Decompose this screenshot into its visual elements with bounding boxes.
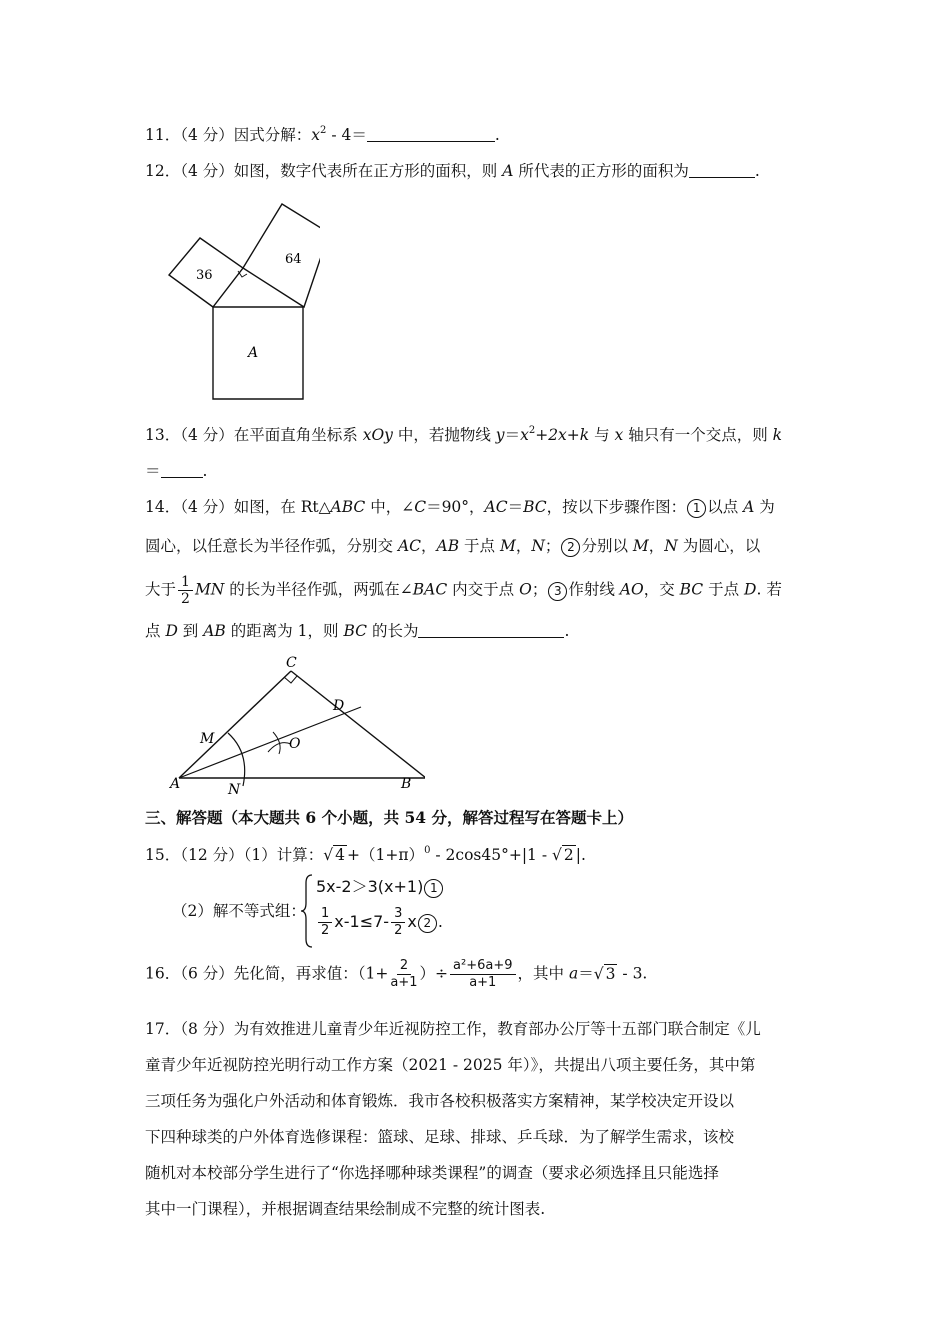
q14-text: 如图，在 Rt△ bbox=[233, 498, 331, 516]
q14-text: BC bbox=[343, 622, 368, 640]
question-13 bbox=[145, 424, 810, 446]
mark-1: 1 bbox=[424, 879, 443, 898]
fraction-2-over-a1 bbox=[390, 958, 417, 991]
radicand: 2 bbox=[563, 846, 574, 864]
q11-text: 因式分解： bbox=[233, 126, 312, 144]
q14-text: 于点 bbox=[703, 580, 745, 599]
q14-text: 为 bbox=[754, 498, 775, 516]
fraction-num: 3 bbox=[391, 906, 405, 923]
q15-text: - 2cos45°+|1 - bbox=[430, 846, 552, 864]
step-3-marker: 3 bbox=[548, 582, 567, 601]
q11-end: . bbox=[494, 126, 500, 144]
q14-text: AC bbox=[484, 498, 508, 516]
q14-text: O bbox=[519, 580, 532, 599]
q14-text: 到 bbox=[177, 622, 204, 640]
q13-axis: x bbox=[614, 426, 624, 444]
q15-text: +（1+π） bbox=[347, 846, 425, 864]
arc-o1 bbox=[273, 732, 280, 754]
side-bc bbox=[291, 671, 425, 778]
question-14-line2 bbox=[145, 535, 810, 557]
q14-text: ，按以下步骤作图： bbox=[546, 498, 687, 516]
label-36: 36 bbox=[196, 268, 213, 283]
q14-text: D bbox=[165, 622, 178, 640]
fraction-den: a+1 bbox=[469, 975, 497, 990]
q13-coord: xOy bbox=[362, 426, 393, 444]
q14-text: 作射线 bbox=[568, 580, 620, 599]
ineq-text: x-1≤7- bbox=[334, 912, 390, 931]
question-16 bbox=[145, 958, 810, 991]
q14-answer-blank bbox=[418, 621, 564, 638]
step-2-marker: 2 bbox=[561, 538, 580, 557]
q15-end: . bbox=[437, 912, 443, 931]
label-a: A bbox=[170, 776, 181, 792]
q12-score: （4 分） bbox=[180, 162, 234, 180]
label-b: B bbox=[401, 776, 412, 792]
q14-text: 内交于点 bbox=[447, 580, 520, 599]
q14-text: 以点 bbox=[707, 498, 744, 516]
q14-triangle-figure bbox=[165, 650, 425, 800]
fraction-num: 1 bbox=[318, 906, 332, 923]
q14-text: 圆心，以任意长为半径作弧，分别交 bbox=[145, 537, 398, 555]
q14-text: ABC bbox=[330, 498, 366, 516]
left-brace bbox=[300, 873, 314, 949]
q15-text: （1）计算： bbox=[243, 846, 324, 864]
q12-text1: 如图，数字代表所在正方形的面积，则 bbox=[233, 162, 503, 180]
q14-text: D bbox=[744, 580, 757, 599]
q14-text: ； bbox=[531, 580, 548, 599]
section-3-heading: 三、解答题（本大题共 6 个小题，共 54 分，解答过程写在答题卡上） bbox=[145, 808, 633, 827]
q14-text: 的长为 bbox=[367, 622, 419, 640]
sqrt-3: √ 3 bbox=[593, 964, 616, 983]
exponent: 0 bbox=[424, 845, 431, 856]
q16-text: ，其中 bbox=[517, 964, 569, 983]
q14-text: . 若 bbox=[756, 580, 782, 599]
fraction-den: 2 bbox=[394, 923, 403, 938]
q14-text: C bbox=[414, 498, 427, 516]
q14-text: M bbox=[632, 537, 649, 555]
question-17-line4: 下四种球类的户外体育选修课程：篮球、足球、排球、乒乓球．为了解学生需求，该校 bbox=[145, 1128, 735, 1146]
q13-eq-exp: 2 bbox=[528, 425, 536, 436]
q16-text: ＝ bbox=[578, 964, 594, 983]
q17-score: （8 分） bbox=[180, 1020, 234, 1038]
label-m: M bbox=[200, 731, 215, 747]
q13-text2: 中，若抛物线 bbox=[392, 426, 496, 444]
fraction-den: 2 bbox=[181, 591, 190, 607]
inequality-2 bbox=[316, 906, 443, 939]
q15-number: 15． bbox=[145, 846, 181, 864]
label-o: O bbox=[289, 736, 301, 752]
question-17-line2: 童青少年近视防控光明行动工作方案（2021 - 2025 年）》，共提出八项主要任务，其中第 bbox=[145, 1056, 756, 1074]
q14-text: ， bbox=[515, 537, 532, 555]
q11-exp: 2 bbox=[320, 125, 327, 136]
question-17-line1 bbox=[145, 1018, 810, 1040]
mark-2: 2 bbox=[418, 914, 437, 933]
q14-text: N bbox=[531, 537, 545, 555]
right-angle-mark bbox=[284, 676, 297, 683]
q14-text: 于点 bbox=[459, 537, 500, 555]
q16-score: （6 分） bbox=[180, 964, 234, 983]
fraction-three-halves bbox=[391, 906, 405, 939]
q11-var: x bbox=[311, 126, 321, 144]
q14-number: 14． bbox=[145, 498, 181, 516]
q16-var: a bbox=[568, 964, 579, 983]
q14-text: AC bbox=[397, 537, 421, 555]
q13-eq-y: y bbox=[495, 426, 505, 444]
q14-text: 分别以 bbox=[581, 537, 633, 555]
q17-text: 为有效推进儿童青少年近视防控工作，教育部办公厅等十五部门联合制定《儿 bbox=[233, 1020, 761, 1038]
radicand: 3 bbox=[605, 964, 616, 983]
q12-squares-figure bbox=[160, 200, 320, 410]
q14-text: BC bbox=[679, 580, 704, 599]
radicand: 4 bbox=[335, 846, 346, 864]
fraction-num: a²+6a+9 bbox=[450, 958, 515, 975]
q13-end: . bbox=[202, 462, 208, 480]
q16-text: 先化简，再求值：（1+ bbox=[233, 964, 389, 983]
question-14-line3 bbox=[145, 574, 810, 607]
q17-number: 17． bbox=[145, 1020, 181, 1038]
fraction-quadratic bbox=[450, 958, 515, 991]
q14-text: ＝90°， bbox=[426, 498, 485, 516]
q14-text: BAC bbox=[412, 580, 448, 599]
label-n: N bbox=[228, 782, 241, 798]
side-ac bbox=[179, 671, 291, 778]
q11-number: 11． bbox=[145, 126, 181, 144]
q11-answer-blank bbox=[367, 125, 495, 142]
question-14-line1 bbox=[145, 496, 810, 518]
ineq-text: 5x-2＞3(x+1) bbox=[316, 877, 424, 896]
label-64: 64 bbox=[285, 252, 302, 267]
q13-line2: ＝ bbox=[145, 462, 161, 480]
q11-score: （4 分） bbox=[180, 126, 234, 144]
q13-answer-blank bbox=[161, 461, 203, 478]
q13-number: 13． bbox=[145, 426, 181, 444]
fraction-den: a+1 bbox=[390, 975, 418, 990]
q11-expr: - 4＝ bbox=[326, 126, 367, 144]
q14-score: （4 分） bbox=[180, 498, 234, 516]
label-c: C bbox=[286, 655, 297, 671]
ineq-text: x bbox=[407, 912, 417, 931]
q14-text: ， bbox=[421, 537, 437, 555]
q12-end: . bbox=[754, 162, 760, 180]
q14-text: 中，∠ bbox=[365, 498, 415, 516]
q13-text3: 与 bbox=[589, 426, 615, 444]
square-64 bbox=[243, 204, 320, 307]
q13-eq-x: x bbox=[520, 426, 529, 444]
q14-text: 大于 bbox=[145, 580, 177, 599]
q12-answer-blank bbox=[689, 161, 755, 178]
q15-score: （12 分） bbox=[180, 846, 244, 864]
fraction-num: 1 bbox=[178, 574, 193, 591]
q14-text: ， bbox=[648, 537, 665, 555]
label-d: D bbox=[333, 698, 345, 714]
q13-text4: 轴只有一个交点，则 bbox=[623, 426, 773, 444]
fraction-half bbox=[318, 906, 332, 939]
q14-text: MN bbox=[194, 580, 225, 599]
sqrt-4: √ 4 bbox=[323, 846, 346, 864]
question-15-part2 bbox=[172, 900, 837, 922]
q15-text: （2）解不等式组： bbox=[172, 902, 306, 920]
inequality-1 bbox=[316, 874, 444, 898]
q14-text: 的距离为 1，则 bbox=[225, 622, 344, 640]
sqrt-2: √ 2 bbox=[552, 846, 574, 864]
label-a: A bbox=[248, 345, 259, 361]
q13-eq-eq: ＝ bbox=[504, 426, 521, 444]
q14-text: N bbox=[664, 537, 678, 555]
q14-text: M bbox=[499, 537, 516, 555]
q16-number: 16． bbox=[145, 964, 181, 983]
q14-text: ，交 bbox=[643, 580, 680, 599]
q14-text: AB bbox=[203, 622, 226, 640]
q14-text: 点 bbox=[145, 622, 166, 640]
q14-text: 为圆心，以 bbox=[677, 537, 761, 555]
fraction-half bbox=[178, 574, 193, 607]
q14-text: A bbox=[743, 498, 755, 516]
q13-score: （4 分） bbox=[180, 426, 234, 444]
q14-text: ； bbox=[544, 537, 561, 555]
question-17-line6: 其中一门课程），并根据调查结果绘制成不完整的统计图表. bbox=[145, 1200, 546, 1218]
fraction-den: 2 bbox=[321, 923, 330, 938]
q14-text: 的长为半径作弧，两弧在∠ bbox=[224, 580, 413, 599]
q13-eq-rest: +2x+k bbox=[535, 426, 590, 444]
question-15-part1 bbox=[145, 844, 810, 866]
q12-var: A bbox=[502, 162, 514, 180]
q15-text: |. bbox=[575, 846, 586, 864]
q14-text: AO bbox=[619, 580, 644, 599]
question-13-line2 bbox=[145, 460, 810, 482]
step-1-marker: 1 bbox=[687, 499, 706, 518]
question-17-line3: 三项任务为强化户外活动和体育锻炼．我市各校积极落实方案精神，某学校决定开设以 bbox=[145, 1092, 735, 1110]
q14-text: AB bbox=[436, 537, 460, 555]
fraction-num: 2 bbox=[397, 958, 411, 975]
q14-end: . bbox=[564, 622, 570, 640]
q12-text2: 所代表的正方形的面积为 bbox=[513, 162, 689, 180]
q16-text: - 3. bbox=[617, 964, 648, 983]
question-17-line5: 随机对本校部分学生进行了“你选择哪种球类课程”的调查（要求必须选择且只能选择 bbox=[145, 1164, 719, 1182]
q16-text: ）÷ bbox=[419, 964, 449, 983]
q14-text: ＝ bbox=[507, 498, 524, 516]
question-12 bbox=[145, 160, 810, 182]
q12-number: 12． bbox=[145, 162, 181, 180]
question-14-line4 bbox=[145, 620, 810, 642]
q14-text: BC bbox=[523, 498, 547, 516]
q13-k: k bbox=[772, 426, 783, 444]
q13-text1: 在平面直角坐标系 bbox=[233, 426, 363, 444]
question-11 bbox=[145, 124, 810, 146]
